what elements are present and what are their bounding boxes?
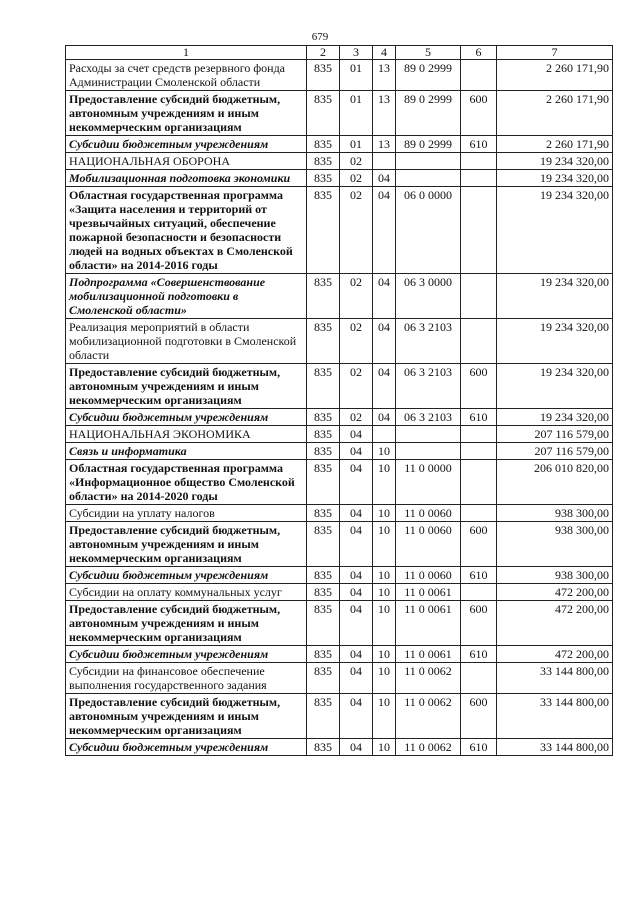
- row-target-article: 06 3 2103: [396, 319, 461, 364]
- table-row: [66, 170, 613, 187]
- row-amount: 207 116 579,00: [497, 426, 613, 443]
- table-row: [66, 91, 613, 136]
- row-amount: 938 300,00: [497, 567, 613, 584]
- table-row: [66, 505, 613, 522]
- row-section: 04: [340, 567, 373, 584]
- row-amount: 2 260 171,90: [497, 136, 613, 153]
- table-row: [66, 136, 613, 153]
- row-target-article: 06 3 0000: [396, 274, 461, 319]
- row-expense-type: [461, 443, 497, 460]
- row-expense-type: [461, 460, 497, 505]
- row-code: 835: [307, 91, 340, 136]
- table-row: [66, 409, 613, 426]
- row-code: 835: [307, 60, 340, 91]
- column-header: 3: [340, 46, 373, 60]
- row-section: 04: [340, 601, 373, 646]
- row-name: Областная государственная программа «Защита населения и территорий от чрезвычайных ситуаций, обеспечение пожарной безопасности и безопасности людей на водных объектах в Смоленской области» на 2014-2016 годы: [66, 187, 307, 274]
- row-section: 04: [340, 460, 373, 505]
- row-target-article: 11 0 0061: [396, 601, 461, 646]
- row-amount: 938 300,00: [497, 522, 613, 567]
- row-section: 04: [340, 522, 373, 567]
- row-subsection: 10: [373, 567, 396, 584]
- row-section: 04: [340, 646, 373, 663]
- row-target-article: [396, 426, 461, 443]
- table-row: [66, 460, 613, 505]
- row-section: 01: [340, 91, 373, 136]
- row-expense-type: [461, 187, 497, 274]
- row-amount: 19 234 320,00: [497, 364, 613, 409]
- row-section: 02: [340, 187, 373, 274]
- table-row: [66, 584, 613, 601]
- table-row: [66, 522, 613, 567]
- row-code: 835: [307, 443, 340, 460]
- row-code: 835: [307, 739, 340, 756]
- row-expense-type: [461, 170, 497, 187]
- row-code: 835: [307, 426, 340, 443]
- row-subsection: 10: [373, 584, 396, 601]
- row-target-article: 11 0 0061: [396, 646, 461, 663]
- row-subsection: 04: [373, 364, 396, 409]
- row-section: 04: [340, 739, 373, 756]
- table-row: [66, 319, 613, 364]
- row-amount: 33 144 800,00: [497, 739, 613, 756]
- row-subsection: 10: [373, 663, 396, 694]
- column-header: 2: [307, 46, 340, 60]
- row-amount: 33 144 800,00: [497, 694, 613, 739]
- row-name: Предоставление субсидий бюджетным, автономным учреждениям и иным некоммерческим организациям: [66, 601, 307, 646]
- row-subsection: 10: [373, 460, 396, 505]
- row-expense-type: [461, 426, 497, 443]
- table-row: [66, 567, 613, 584]
- row-section: 01: [340, 136, 373, 153]
- row-code: 835: [307, 663, 340, 694]
- row-section: 02: [340, 274, 373, 319]
- column-header: 7: [497, 46, 613, 60]
- row-code: 835: [307, 136, 340, 153]
- row-subsection: 13: [373, 60, 396, 91]
- row-subsection: 13: [373, 91, 396, 136]
- row-subsection: 10: [373, 739, 396, 756]
- row-section: 02: [340, 364, 373, 409]
- row-expense-type: [461, 663, 497, 694]
- row-amount: 19 234 320,00: [497, 170, 613, 187]
- header-row: [66, 46, 613, 60]
- table-row: [66, 443, 613, 460]
- row-name: НАЦИОНАЛЬНАЯ ЭКОНОМИКА: [66, 426, 307, 443]
- row-section: 04: [340, 584, 373, 601]
- row-code: 835: [307, 153, 340, 170]
- row-code: 835: [307, 364, 340, 409]
- table-row: [66, 364, 613, 409]
- table-row: [66, 187, 613, 274]
- row-expense-type: [461, 153, 497, 170]
- row-name: Реализация мероприятий в области мобилизационной подготовки в Смоленской области: [66, 319, 307, 364]
- row-subsection: 04: [373, 187, 396, 274]
- table-row: [66, 739, 613, 756]
- row-target-article: [396, 443, 461, 460]
- row-name: Субсидии бюджетным учреждениям: [66, 409, 307, 426]
- row-code: 835: [307, 319, 340, 364]
- row-target-article: 11 0 0062: [396, 663, 461, 694]
- row-amount: 19 234 320,00: [497, 319, 613, 364]
- row-name: Субсидии на финансовое обеспечение выполнения государственного задания: [66, 663, 307, 694]
- row-expense-type: [461, 319, 497, 364]
- row-amount: 33 144 800,00: [497, 663, 613, 694]
- row-expense-type: [461, 584, 497, 601]
- row-name: Субсидии бюджетным учреждениям: [66, 646, 307, 663]
- row-name: Связь и информатика: [66, 443, 307, 460]
- row-subsection: 10: [373, 694, 396, 739]
- table-row: [66, 274, 613, 319]
- row-amount: 2 260 171,90: [497, 60, 613, 91]
- row-expense-type: [461, 60, 497, 91]
- row-target-article: 89 0 2999: [396, 60, 461, 91]
- row-target-article: 11 0 0062: [396, 739, 461, 756]
- row-subsection: 13: [373, 136, 396, 153]
- row-expense-type: 600: [461, 522, 497, 567]
- row-name: Предоставление субсидий бюджетным, автономным учреждениям и иным некоммерческим организациям: [66, 91, 307, 136]
- row-name: Подпрограмма «Совершенствование мобилизационной подготовки в Смоленской области»: [66, 274, 307, 319]
- row-amount: 19 234 320,00: [497, 274, 613, 319]
- row-section: 04: [340, 443, 373, 460]
- row-target-article: 06 0 0000: [396, 187, 461, 274]
- row-section: 04: [340, 426, 373, 443]
- table-row: [66, 426, 613, 443]
- row-code: 835: [307, 409, 340, 426]
- row-subsection: 10: [373, 601, 396, 646]
- row-name: Субсидии на уплату налогов: [66, 505, 307, 522]
- row-name: Предоставление субсидий бюджетным, автономным учреждениям и иным некоммерческим организациям: [66, 694, 307, 739]
- row-target-article: 11 0 0060: [396, 522, 461, 567]
- row-name: Субсидии бюджетным учреждениям: [66, 567, 307, 584]
- column-header: 6: [461, 46, 497, 60]
- row-section: 04: [340, 663, 373, 694]
- row-code: 835: [307, 584, 340, 601]
- row-code: 835: [307, 567, 340, 584]
- row-code: 835: [307, 187, 340, 274]
- row-amount: 472 200,00: [497, 584, 613, 601]
- row-amount: 472 200,00: [497, 601, 613, 646]
- row-code: 835: [307, 274, 340, 319]
- row-subsection: 10: [373, 505, 396, 522]
- column-header: 4: [373, 46, 396, 60]
- row-target-article: [396, 170, 461, 187]
- row-subsection: 04: [373, 409, 396, 426]
- row-amount: 19 234 320,00: [497, 153, 613, 170]
- row-subsection: [373, 426, 396, 443]
- row-expense-type: 600: [461, 91, 497, 136]
- row-expense-type: 600: [461, 364, 497, 409]
- row-expense-type: 600: [461, 694, 497, 739]
- row-target-article: 11 0 0000: [396, 460, 461, 505]
- row-expense-type: 610: [461, 136, 497, 153]
- table-row: [66, 153, 613, 170]
- row-target-article: 11 0 0060: [396, 505, 461, 522]
- row-name: Субсидии на оплату коммунальных услуг: [66, 584, 307, 601]
- row-amount: 19 234 320,00: [497, 187, 613, 274]
- row-subsection: 04: [373, 319, 396, 364]
- row-code: 835: [307, 601, 340, 646]
- row-target-article: 11 0 0060: [396, 567, 461, 584]
- row-section: 02: [340, 319, 373, 364]
- row-code: 835: [307, 522, 340, 567]
- row-amount: 206 010 820,00: [497, 460, 613, 505]
- row-expense-type: 610: [461, 739, 497, 756]
- row-code: 835: [307, 170, 340, 187]
- row-amount: 2 260 171,90: [497, 91, 613, 136]
- row-target-article: 11 0 0061: [396, 584, 461, 601]
- table-row: [66, 601, 613, 646]
- table-row: [66, 60, 613, 91]
- row-name: Предоставление субсидий бюджетным, автономным учреждениям и иным некоммерческим организациям: [66, 522, 307, 567]
- row-subsection: [373, 153, 396, 170]
- row-amount: 938 300,00: [497, 505, 613, 522]
- page-number: 679: [311, 31, 329, 43]
- row-name: Расходы за счет средств резервного фонда Администрации Смоленской области: [66, 60, 307, 91]
- row-expense-type: 600: [461, 601, 497, 646]
- row-name: Предоставление субсидий бюджетным, автономным учреждениям и иным некоммерческим организациям: [66, 364, 307, 409]
- row-section: 02: [340, 170, 373, 187]
- row-code: 835: [307, 646, 340, 663]
- row-target-article: 11 0 0062: [396, 694, 461, 739]
- row-code: 835: [307, 460, 340, 505]
- row-expense-type: 610: [461, 409, 497, 426]
- row-code: 835: [307, 694, 340, 739]
- row-section: 01: [340, 60, 373, 91]
- row-expense-type: [461, 274, 497, 319]
- row-name: НАЦИОНАЛЬНАЯ ОБОРОНА: [66, 153, 307, 170]
- row-amount: 19 234 320,00: [497, 409, 613, 426]
- table-row: [66, 663, 613, 694]
- row-expense-type: 610: [461, 646, 497, 663]
- row-target-article: 89 0 2999: [396, 91, 461, 136]
- row-subsection: 10: [373, 646, 396, 663]
- row-amount: 207 116 579,00: [497, 443, 613, 460]
- row-target-article: 06 3 2103: [396, 409, 461, 426]
- row-code: 835: [307, 505, 340, 522]
- row-section: 02: [340, 153, 373, 170]
- column-header: 1: [66, 46, 307, 60]
- row-name: Областная государственная программа «Информационное общество Смоленской области» на 2014-2020 годы: [66, 460, 307, 505]
- row-expense-type: 610: [461, 567, 497, 584]
- column-header: 5: [396, 46, 461, 60]
- row-name: Субсидии бюджетным учреждениям: [66, 136, 307, 153]
- budget-table: [65, 45, 613, 756]
- row-section: 04: [340, 505, 373, 522]
- row-target-article: 06 3 2103: [396, 364, 461, 409]
- row-subsection: 10: [373, 443, 396, 460]
- row-amount: 472 200,00: [497, 646, 613, 663]
- row-expense-type: [461, 505, 497, 522]
- table-row: [66, 646, 613, 663]
- row-section: 02: [340, 409, 373, 426]
- row-name: Мобилизационная подготовка экономики: [66, 170, 307, 187]
- table-row: [66, 694, 613, 739]
- row-target-article: 89 0 2999: [396, 136, 461, 153]
- row-name: Субсидии бюджетным учреждениям: [66, 739, 307, 756]
- row-subsection: 04: [373, 170, 396, 187]
- row-subsection: 04: [373, 274, 396, 319]
- row-target-article: [396, 153, 461, 170]
- row-section: 04: [340, 694, 373, 739]
- row-subsection: 10: [373, 522, 396, 567]
